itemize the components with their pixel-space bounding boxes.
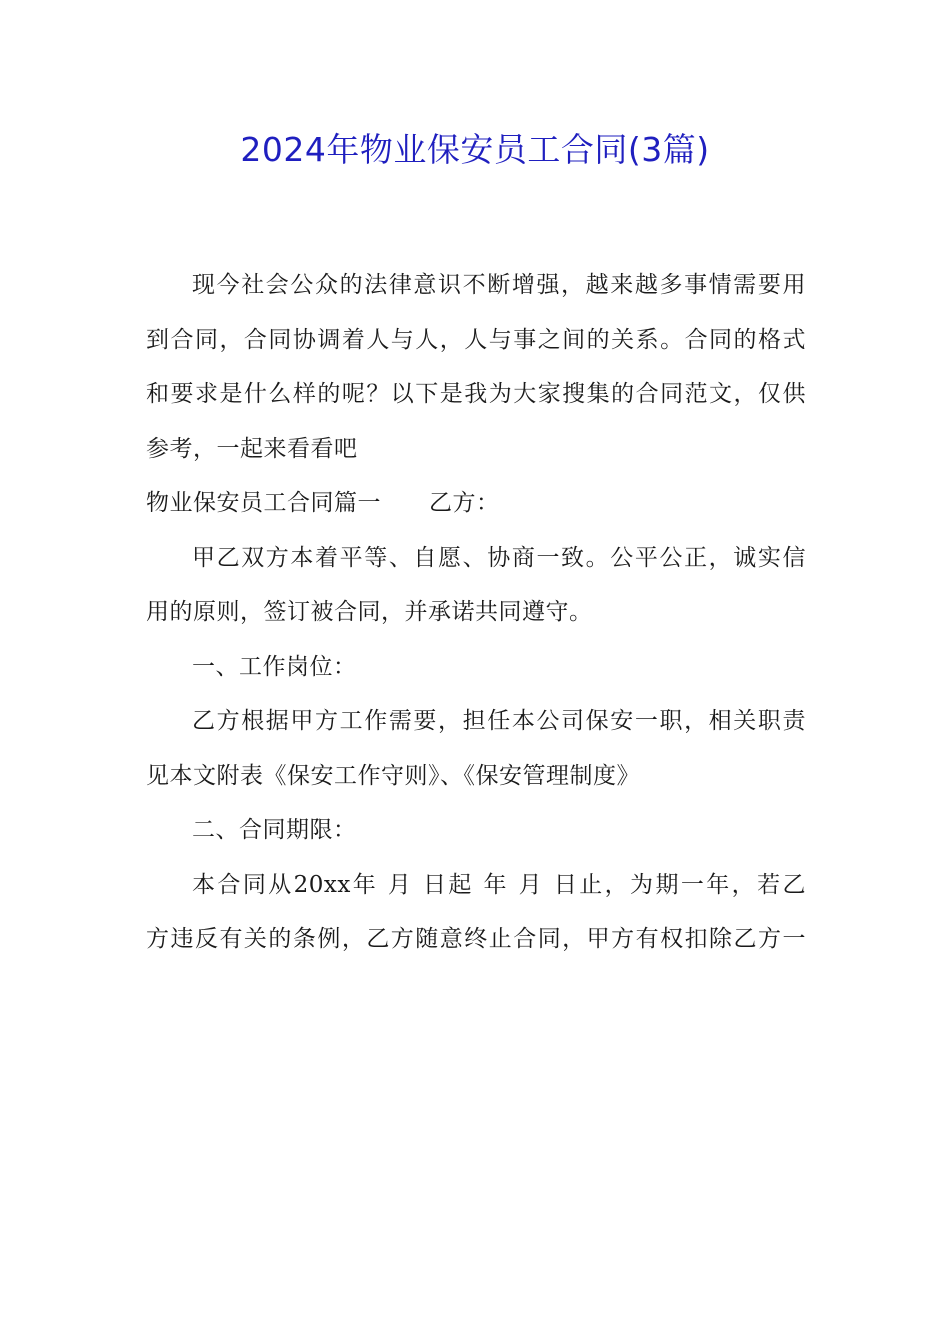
paragraph-line: 乙方根据甲方工作需要，担任本公司保安一职，相关职责	[192, 708, 806, 734]
paragraph-line: 到合同，合同协调着人与人，人与事之间的关系。合同的格式	[146, 326, 806, 353]
section-heading: 物业保安员工合同篇一	[146, 490, 381, 516]
paragraph-line: 见本文附表《保安工作守则》、《保安管理制度》	[146, 762, 640, 789]
paragraph-line: 本合同从20xx年 月 日起 年 月 日止，为期一年，若乙	[192, 871, 806, 898]
section-heading-line	[146, 480, 806, 535]
paragraph-line: 甲乙双方本着平等、自愿、协商一致。公平公正，诚实信	[192, 544, 806, 571]
paragraph-line: 方违反有关的条例，乙方随意终止合同，甲方有权扣除乙方一	[146, 926, 806, 952]
paragraph-line: 和要求是什么样的呢？以下是我为大家搜集的合同范文，仅供	[146, 381, 806, 407]
paragraph-line: 用的原则，签订被合同，并承诺共同遵守。	[146, 599, 593, 625]
party-b-label: 乙方：	[429, 490, 500, 516]
clause-heading: 二、合同期限：	[192, 817, 357, 843]
document-body	[146, 262, 806, 971]
document-title: 2024年物业保安员工合同(3篇)	[240, 130, 710, 169]
paragraph-line: 参考，一起来看看吧	[146, 435, 358, 462]
paragraph-line: 现今社会公众的法律意识不断增强，越来越多事情需要用	[192, 272, 806, 298]
clause-heading: 一、工作岗位：	[192, 653, 357, 680]
